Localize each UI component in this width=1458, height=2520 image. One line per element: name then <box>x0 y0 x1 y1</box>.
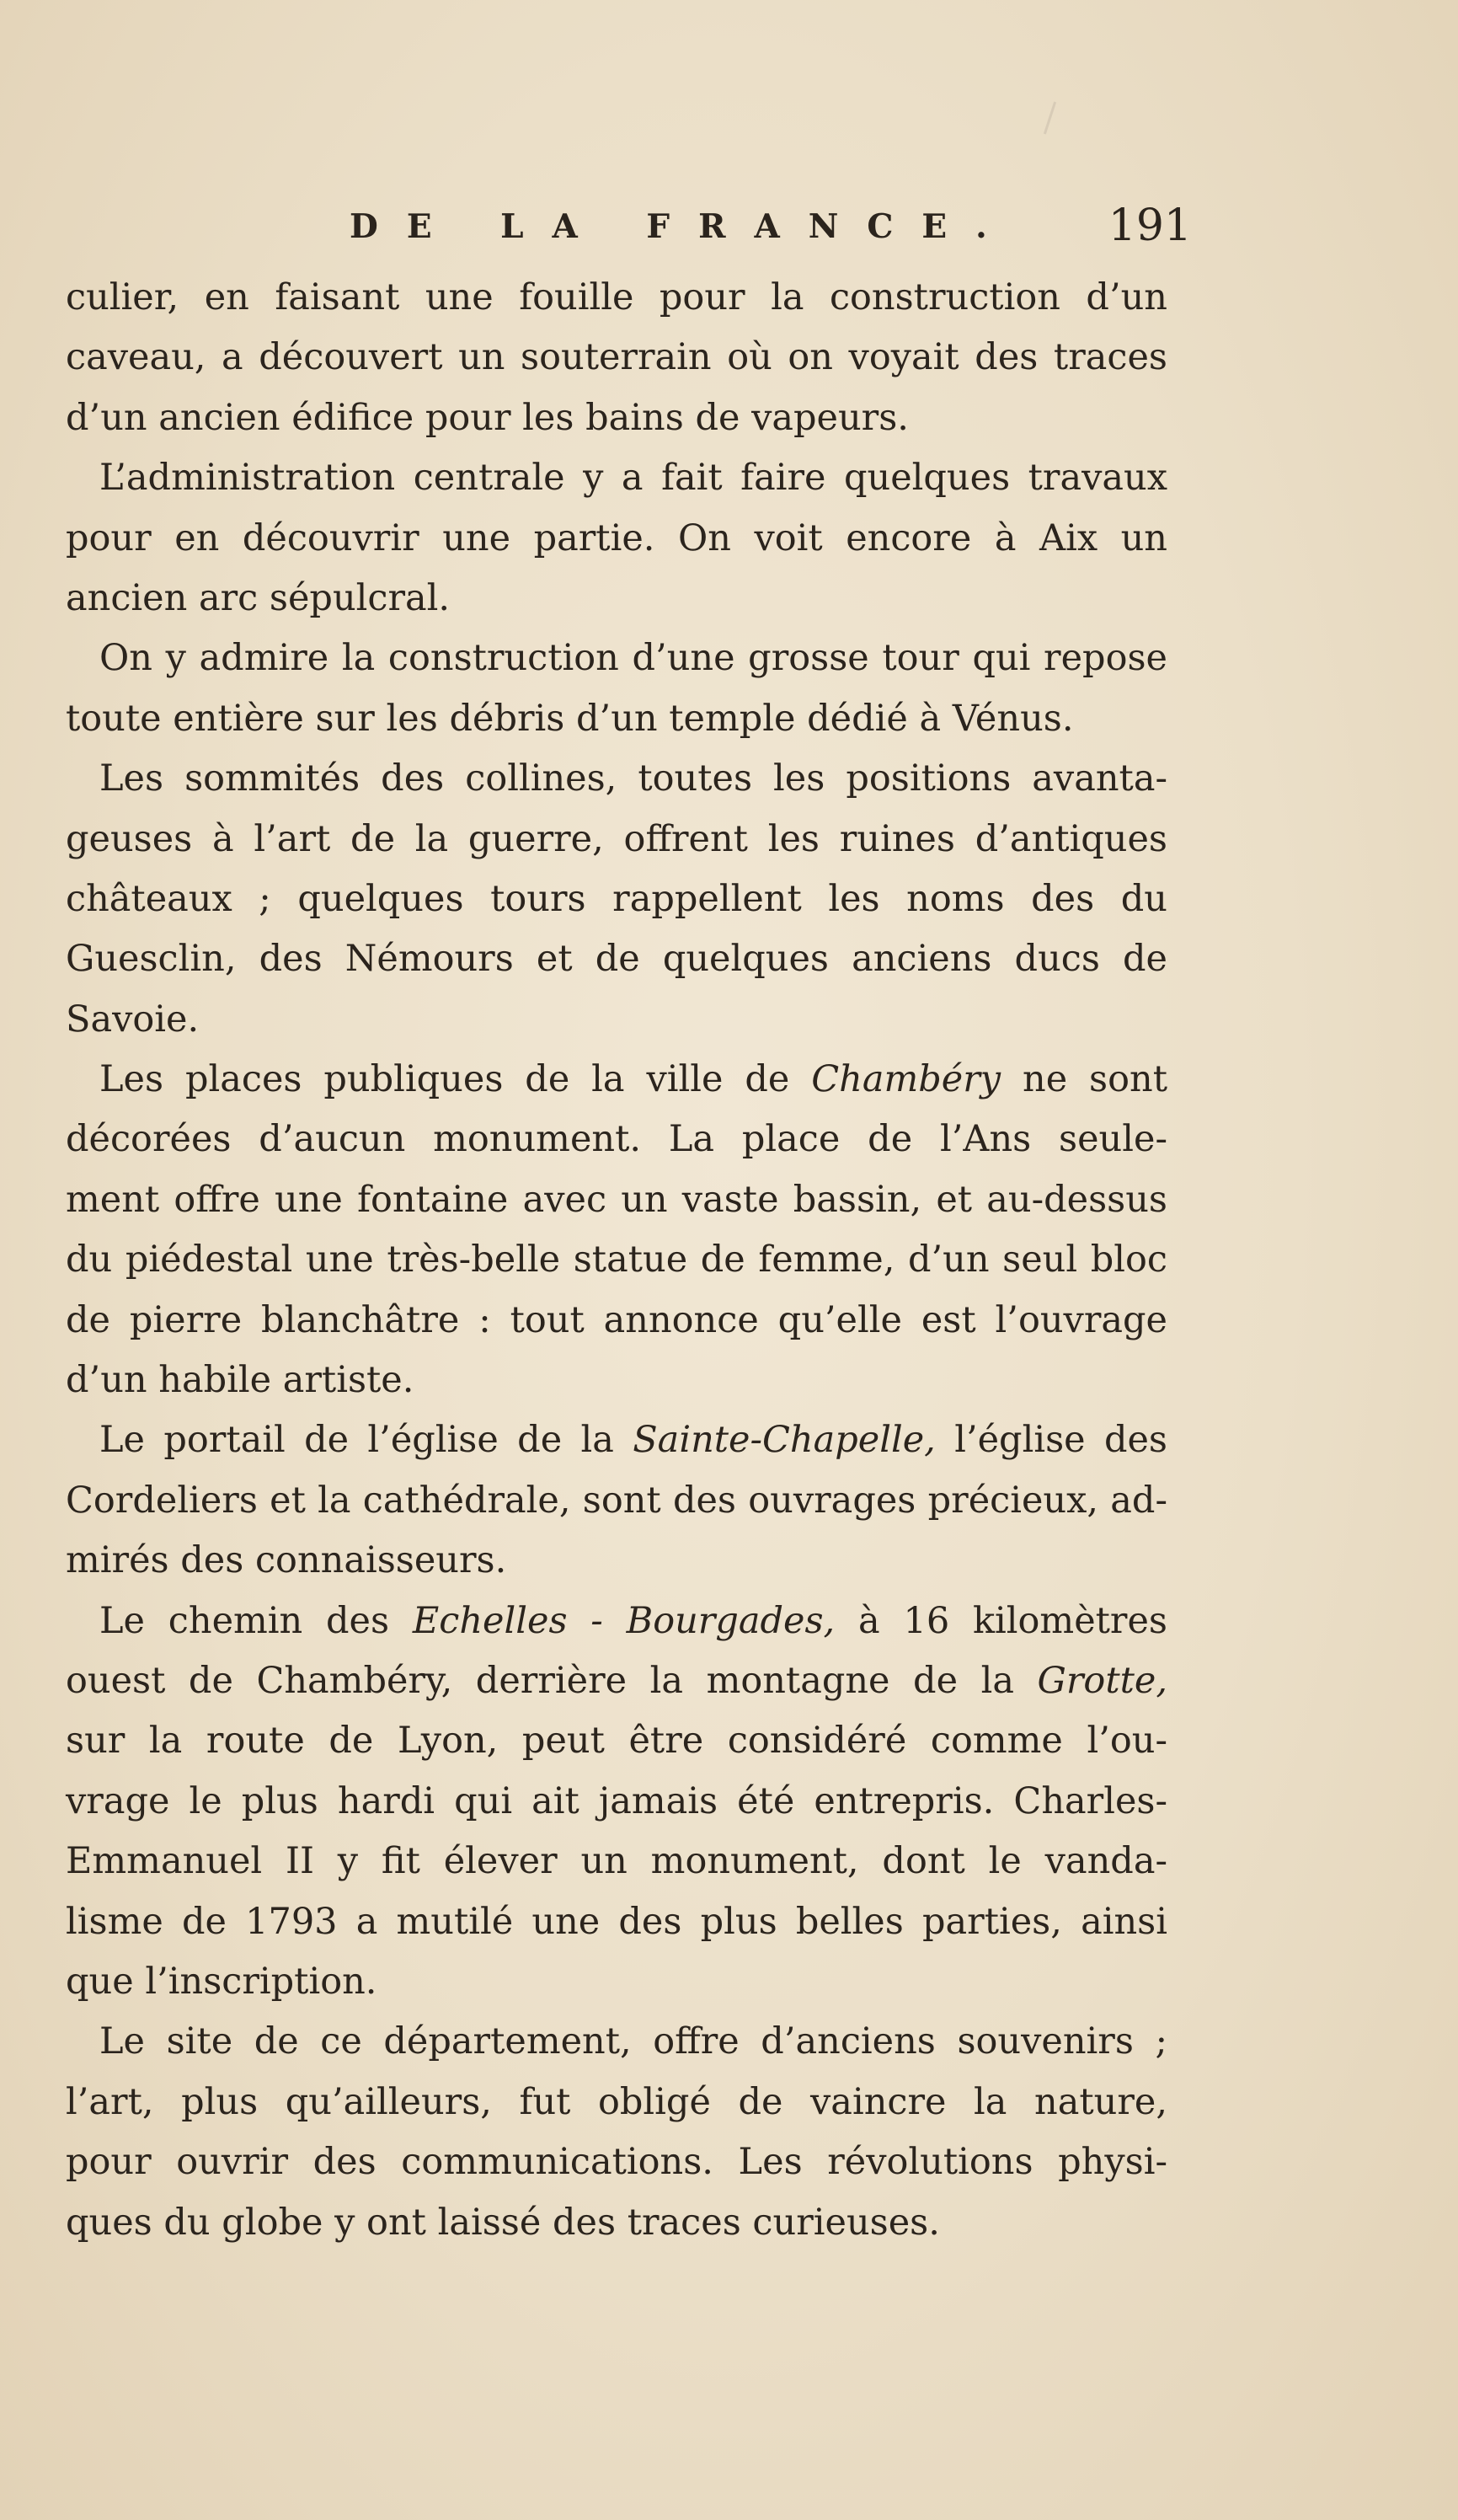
text-line-main: On y admire la construction d’une grosse tour qui repose <box>99 637 1167 680</box>
text-line <box>66 2193 1167 2253</box>
text-line-italic: Echelles - Bourgades, <box>412 1599 836 1642</box>
text-line-main: ouest de Chambéry, derrière la montagne de la <box>66 1659 1038 1702</box>
text-line-after: l’église des <box>935 1419 1167 1462</box>
text-line <box>66 2012 1167 2072</box>
text-line-main: Le chemin des <box>99 1599 413 1642</box>
text-line <box>66 2132 1167 2192</box>
text-line-main: Les sommités des collines, toutes les positions avanta- <box>99 757 1167 800</box>
text-line-main: Les places publiques de la ville de <box>99 1058 812 1101</box>
text-line <box>66 1471 1167 1531</box>
text-line-main: L’administration centrale y a fait faire quelques travaux <box>99 457 1167 500</box>
text-line-main: ment offre une fontaine avec un vaste bassin, et au-dessus <box>66 1178 1167 1221</box>
text-line <box>66 1832 1167 1891</box>
text-line-main: Guesclin, des Némours et de quelques anciens ducs de <box>66 938 1167 981</box>
text-line-main: de pierre blanchâtre : tout annonce qu’elle est l’ouvrage <box>66 1298 1167 1341</box>
text-line <box>66 1230 1167 1290</box>
text-line-after: ne sont <box>1001 1058 1167 1101</box>
text-line <box>66 1351 1167 1410</box>
text-line <box>66 1772 1167 1832</box>
text-line-main: Savoie. <box>66 998 200 1041</box>
text-line-main: décorées d’aucun monument. La place de l’Ans seule- <box>66 1118 1167 1161</box>
text-line-main: vrage le plus hardi qui ait jamais été entrepris. Charles- <box>66 1779 1167 1822</box>
running-title: DE LA FRANCE. <box>350 207 1016 246</box>
text-line <box>66 990 1167 1050</box>
text-line-main: pour ouvrir des communications. Les révolutions physi- <box>66 2141 1167 2184</box>
text-line <box>66 1110 1167 1169</box>
text-line-main: culier, en faisant une fouille pour la construction d’un <box>66 276 1167 318</box>
text-line <box>66 1050 1167 1110</box>
text-line-italic: Sainte-Chapelle, <box>633 1419 936 1462</box>
text-line <box>66 1170 1167 1230</box>
text-line-main: que l’inscription. <box>66 1960 377 2003</box>
text-line <box>66 1291 1167 1351</box>
text-line-main: Emmanuel II y fit élever un monument, dont le vanda- <box>66 1840 1167 1883</box>
text-line-main: caveau, a découvert un souterrain où on voyait des traces <box>66 336 1167 379</box>
text-line-italic: Chambéry <box>811 1058 1001 1101</box>
text-line <box>66 1592 1167 1651</box>
text-line <box>66 1952 1167 2012</box>
body-text <box>66 268 1167 2253</box>
page-header <box>350 201 1192 259</box>
text-line-main: d’un ancien édifice pour les bains de vapeurs. <box>66 396 909 439</box>
text-line <box>66 749 1167 809</box>
text-line <box>66 1892 1167 1952</box>
text-line-main: toute entière sur les débris d’un temple dédié à Vénus. <box>66 697 1074 740</box>
page-number: 191 <box>1108 201 1192 251</box>
text-line-main: lisme de 1793 a mutilé une des plus belles parties, ainsi <box>66 1900 1167 1943</box>
text-line-main: pour en découvrir une partie. On voit encore à Aix un <box>66 516 1167 559</box>
text-line <box>66 629 1167 688</box>
text-line <box>66 328 1167 388</box>
text-line <box>66 509 1167 569</box>
text-line-main: sur la route de Lyon, peut être considéré comme l’ou- <box>66 1720 1167 1763</box>
text-line-main: mirés des connaisseurs. <box>66 1539 507 1582</box>
text-line <box>66 2073 1167 2132</box>
text-line-main: Le site de ce département, offre d’anciens souvenirs ; <box>99 2020 1167 2063</box>
text-line <box>66 569 1167 629</box>
text-line <box>66 869 1167 929</box>
text-line <box>66 689 1167 749</box>
text-line-main: l’art, plus qu’ailleurs, fut obligé de vaincre la nature, <box>66 2080 1167 2123</box>
text-line-main: du piédestal une très-belle statue de femme, d’un seul bloc <box>66 1239 1167 1281</box>
text-line <box>66 448 1167 508</box>
text-line-main: Cordeliers et la cathédrale, sont des ouvrages précieux, ad- <box>66 1479 1167 1522</box>
text-line-main: Le portail de l’église de la <box>99 1419 633 1462</box>
text-line <box>66 388 1167 448</box>
paper-mark <box>1044 102 1056 135</box>
text-line <box>66 1410 1167 1470</box>
text-line-main: d’un habile artiste. <box>66 1359 414 1402</box>
text-line <box>66 1531 1167 1591</box>
text-line-main: geuses à l’art de la guerre, offrent les ruines d’antiques <box>66 817 1167 860</box>
text-line-main: châteaux ; quelques tours rappellent les noms des du <box>66 877 1167 920</box>
text-line <box>66 268 1167 328</box>
text-line-after: à 16 kilomètres <box>835 1599 1167 1642</box>
text-line <box>66 1651 1167 1711</box>
text-line-main: ques du globe y ont laissé des traces curieuses. <box>66 2201 940 2244</box>
text-line <box>66 929 1167 989</box>
text-line-main: ancien arc sépulcral. <box>66 576 451 619</box>
text-line-italic: Grotte, <box>1037 1659 1167 1702</box>
text-line <box>66 1711 1167 1771</box>
text-line <box>66 810 1167 869</box>
